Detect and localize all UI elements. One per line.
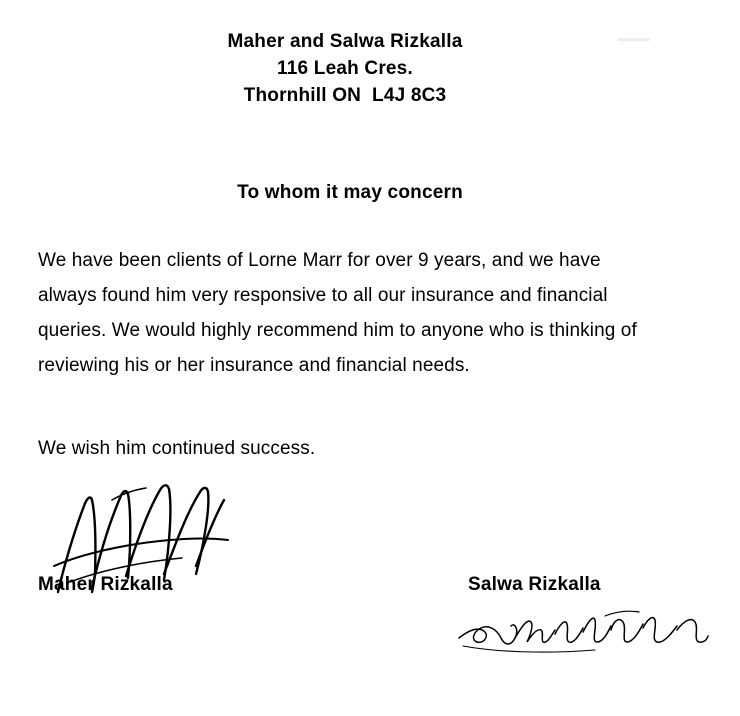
body-paragraph-1: We have been clients of Lorne Marr for over 9 years, and we have always found him very responsive to all our insurance and financial queries. We would highly recommend him to anyone who is thinking of reviewing his or her insurance and financial needs. [38, 250, 637, 376]
letterhead-line-3: Thornhill ON L4J 8C3 [243, 85, 447, 106]
signature-name-left: Maher Rizkalla [38, 574, 173, 595]
letterhead-line-2: 116 Leah Cres. [277, 58, 413, 79]
letterhead-line-1: Maher and Salwa Rizkalla [227, 31, 463, 52]
body-paragraph-2: We wish him continued success. [38, 438, 316, 459]
letterhead [0, 28, 690, 109]
handwritten-signature-salwa-icon [455, 608, 710, 668]
salutation: To whom it may concern [237, 182, 463, 203]
signature-name-right: Salwa Rizkalla [468, 574, 601, 595]
letter-body [38, 243, 656, 466]
